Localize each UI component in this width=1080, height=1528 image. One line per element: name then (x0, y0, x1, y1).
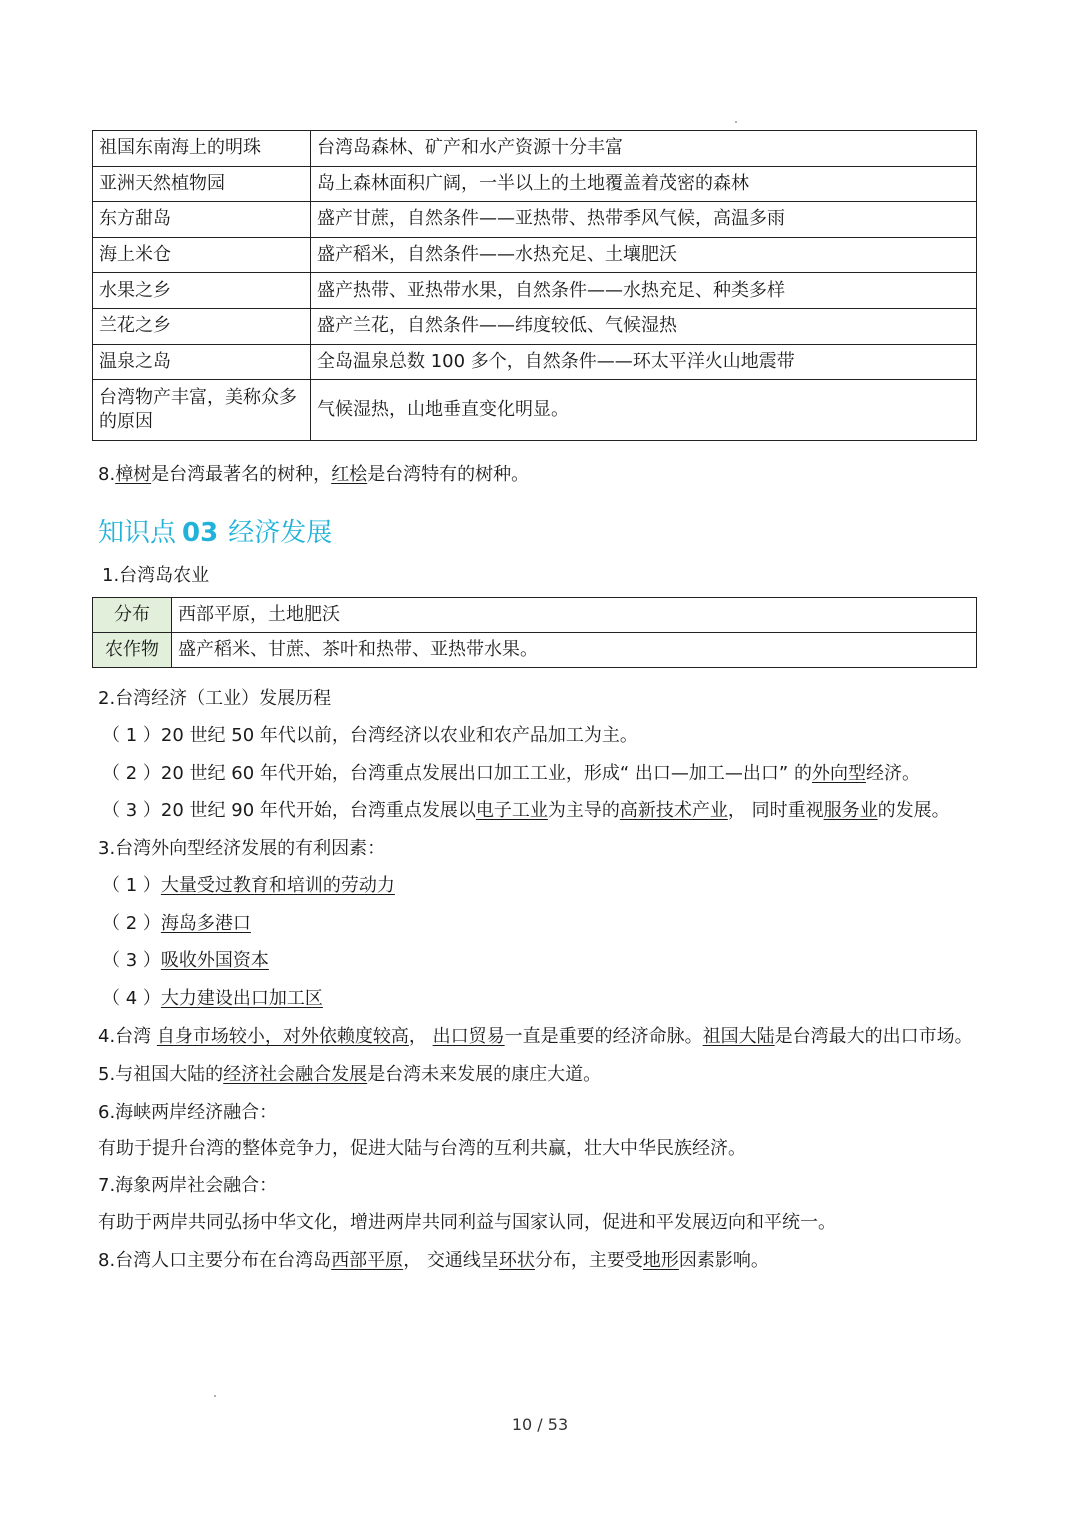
paragraph-4: 4.台湾 自身市场较小，对外依赖度较高， 出口贸易一直是重要的经济命脉。祖国大陆是台湾最大的出口市场。 (98, 1026, 973, 1047)
paragraph-6-body: 有助于提升台湾的整体竞争力，促进大陆与台湾的互利共赢，壮大中华民族经济。 (98, 1138, 746, 1159)
note-trees: 8.樟树是台湾最著名的树种，红桧是台湾特有的树种。 (98, 464, 530, 485)
factors-title: 3.台湾外向型经济发展的有利因素： (98, 838, 386, 859)
table-row: 分布 西部平原，土地肥沃 (93, 598, 977, 633)
scan-dot (735, 121, 737, 123)
scan-dot (214, 1395, 216, 1397)
paragraph-6-title: 6.海峡两岸经济融合： (98, 1102, 278, 1123)
factor-item: （ 3 ）吸收外国资本 (102, 950, 269, 971)
table-row: 水果之乡 盛产热带、亚热带水果，自然条件——水热充足、种类多样 (93, 273, 977, 309)
agriculture-title: 1.台湾岛农业 (102, 565, 210, 586)
agriculture-table (92, 597, 977, 668)
factor-item: （ 4 ）大力建设出口加工区 (102, 988, 323, 1009)
history-item-3: （ 3 ）20 世纪 90 年代开始，台湾重点发展以电子工业为主导的高新技术产业， 同时重视服务业的发展。 (102, 800, 950, 821)
paragraph-7-title: 7.海象两岸社会融合： (98, 1175, 278, 1196)
table-row: 祖国东南海上的明珠 台湾岛森林、矿产和水产资源十分丰富 (93, 131, 977, 167)
paragraph-5: 5.与祖国大陆的经济社会融合发展是台湾未来发展的康庄大道。 (98, 1064, 602, 1085)
factor-item: （ 1 ）大量受过教育和培训的劳动力 (102, 875, 395, 896)
table-row: 农作物 盛产稻米、甘蔗、茶叶和热带、亚热带水果。 (93, 633, 977, 668)
history-item-1: （ 1 ）20 世纪 50 年代以前，台湾经济以农业和农产品加工为主。 (102, 725, 638, 746)
paragraph-7-body: 有助于两岸共同弘扬中华文化，增进两岸共同利益与国家认同，促进和平发展迈向和平统一。 (98, 1212, 836, 1233)
history-item-2: （ 2 ）20 世纪 60 年代开始，台湾重点发展出口加工工业，形成“ 出口—加工—出口” 的外向型经济。 (102, 763, 920, 784)
paragraph-8: 8.台湾人口主要分布在台湾岛西部平原， 交通线呈环状分布，主要受地形因素影响。 (98, 1250, 769, 1271)
history-title: 2.台湾经济（工业）发展历程 (98, 688, 332, 709)
section-heading: 知识点 03 经济发展 (98, 518, 333, 548)
table-row: 温泉之岛 全岛温泉总数 100 多个，自然条件——环太平洋火山地震带 (93, 344, 977, 380)
taiwan-nicknames-table (92, 130, 977, 441)
table-row: 兰花之乡 盛产兰花，自然条件——纬度较低、气候湿热 (93, 308, 977, 344)
page-number: 10 / 53 (511, 1415, 569, 1434)
factor-item: （ 2 ）海岛多港口 (102, 913, 251, 934)
table-row: 台湾物产丰富，美称众多的原因 气候湿热，山地垂直变化明显。 (93, 380, 977, 441)
table-row: 东方甜岛 盛产甘蔗，自然条件——亚热带、热带季风气候，高温多雨 (93, 202, 977, 238)
table-row: 亚洲天然植物园 岛上森林面积广阔，一半以上的土地覆盖着茂密的森林 (93, 166, 977, 202)
table-row: 海上米仓 盛产稻米，自然条件——水热充足、土壤肥沃 (93, 237, 977, 273)
